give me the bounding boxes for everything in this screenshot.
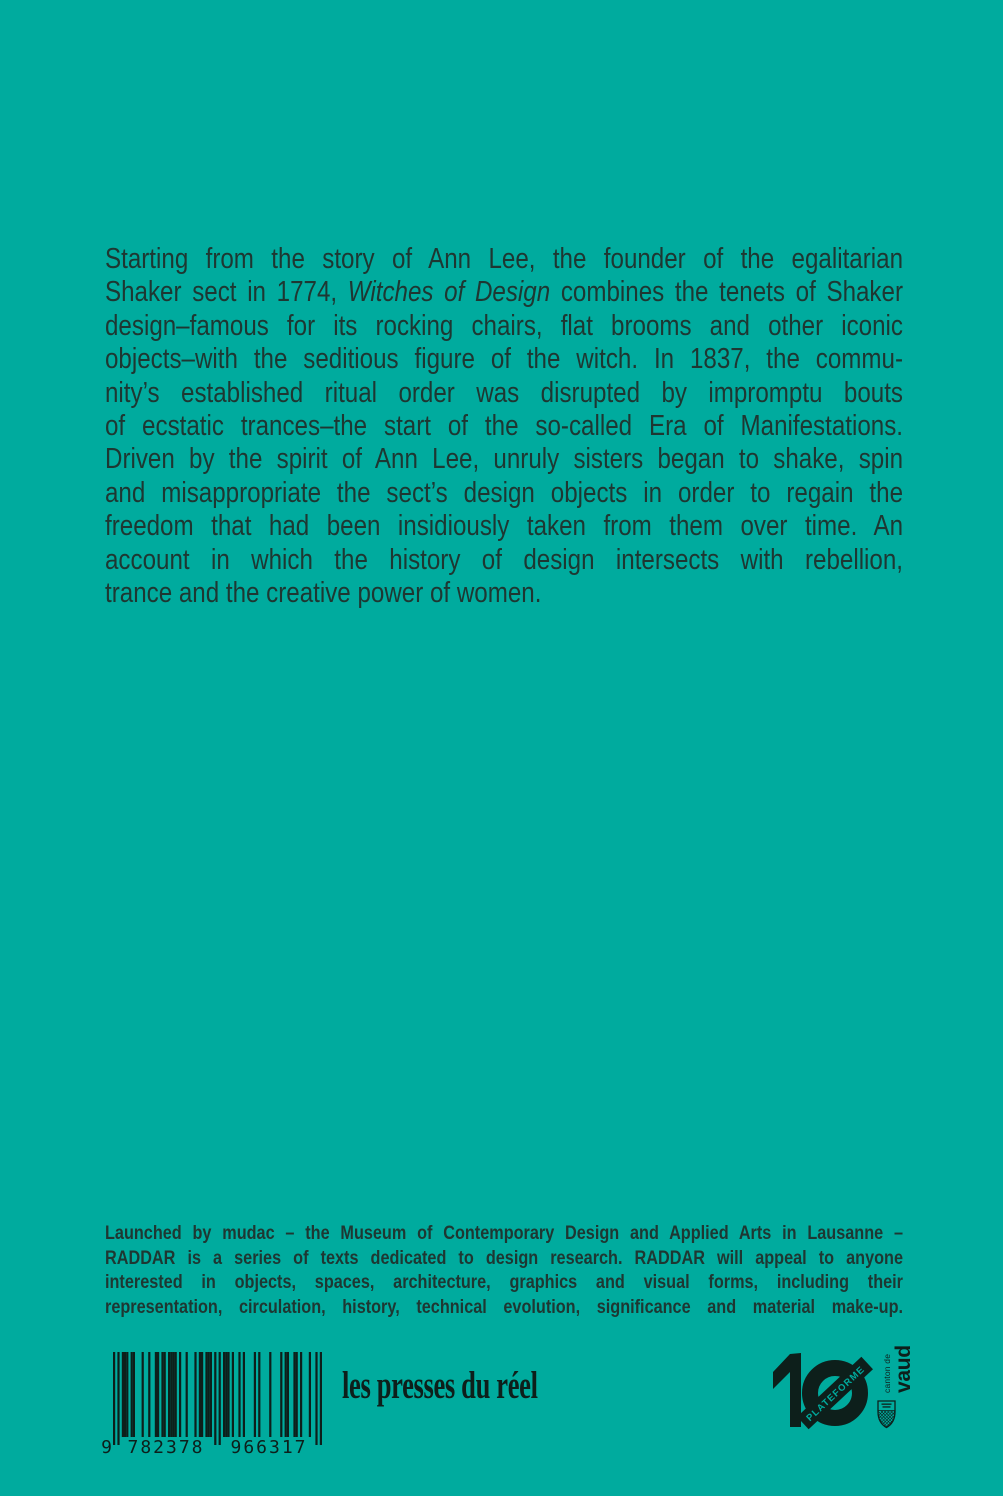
plateforme10-logo <box>770 1350 870 1430</box>
vaud-large-label: vaud <box>891 1345 915 1393</box>
digit-1-glyph <box>773 1353 801 1427</box>
blurb-paragraph <box>105 243 903 610</box>
text-line: of ecstatic trances–the start of the so-called Era of Manifestations. <box>105 410 904 443</box>
text-line: nity’s established ritual order was disrupted by impromptu bouts <box>105 376 904 409</box>
vaud-small-label: canton de <box>882 1353 892 1393</box>
text-line: trance and the creative power of women. <box>105 577 542 610</box>
plateforme-band-label: PLATEFORME <box>804 1364 868 1424</box>
publisher-logotype: les presses du réel <box>342 1364 538 1407</box>
vaud-rotated-text <box>882 1345 915 1393</box>
text-line: Shaker sect in 1774, Witches of Design combines the tenets of Shaker <box>105 276 904 309</box>
text-line: interested in objects, spaces, architecture, graphics and visual forms, including their <box>105 1271 904 1294</box>
barcode-bars-icon <box>113 1352 322 1447</box>
ean-right-digits: 966317 <box>230 1437 308 1458</box>
ean-barcode <box>101 1352 322 1464</box>
text-line: and misappropriate the sect’s design objects in order to regain the <box>105 476 904 509</box>
text-line: account in which the history of design intersects with rebellion, <box>105 543 904 576</box>
text-line: objects–with the seditious figure of the witch. In 1837, the commu- <box>105 343 904 376</box>
text-line: design–famous for its rocking chairs, flat brooms and other iconic <box>105 309 904 342</box>
ean-lead-digit: 9 <box>101 1437 112 1458</box>
text-line: freedom that had been insidiously taken from them over time. An <box>105 510 904 543</box>
text-line: Driven by the spirit of Ann Lee, unruly sisters began to shake, spin <box>105 443 904 476</box>
shield-motto-line <box>882 1404 892 1405</box>
text-line: RADDAR is a series of texts dedicated to design research. RADDAR will appeal to anyone <box>105 1246 904 1269</box>
text-line: Starting from the story of Ann Lee, the founder of the egalitarian <box>105 243 904 275</box>
series-note <box>105 1221 903 1319</box>
canton-vaud-logo <box>877 1345 917 1434</box>
text-line: representation, circulation, history, technical evolution, significance and material make-up. <box>105 1295 904 1318</box>
ean-left-digits: 782378 <box>127 1437 205 1458</box>
text-line: Launched by mudac – the Museum of Contemporary Design and Applied Arts in Lausanne – <box>105 1222 904 1244</box>
shield-motto-line <box>883 1406 891 1407</box>
vaud-shield-icon <box>877 1400 896 1429</box>
